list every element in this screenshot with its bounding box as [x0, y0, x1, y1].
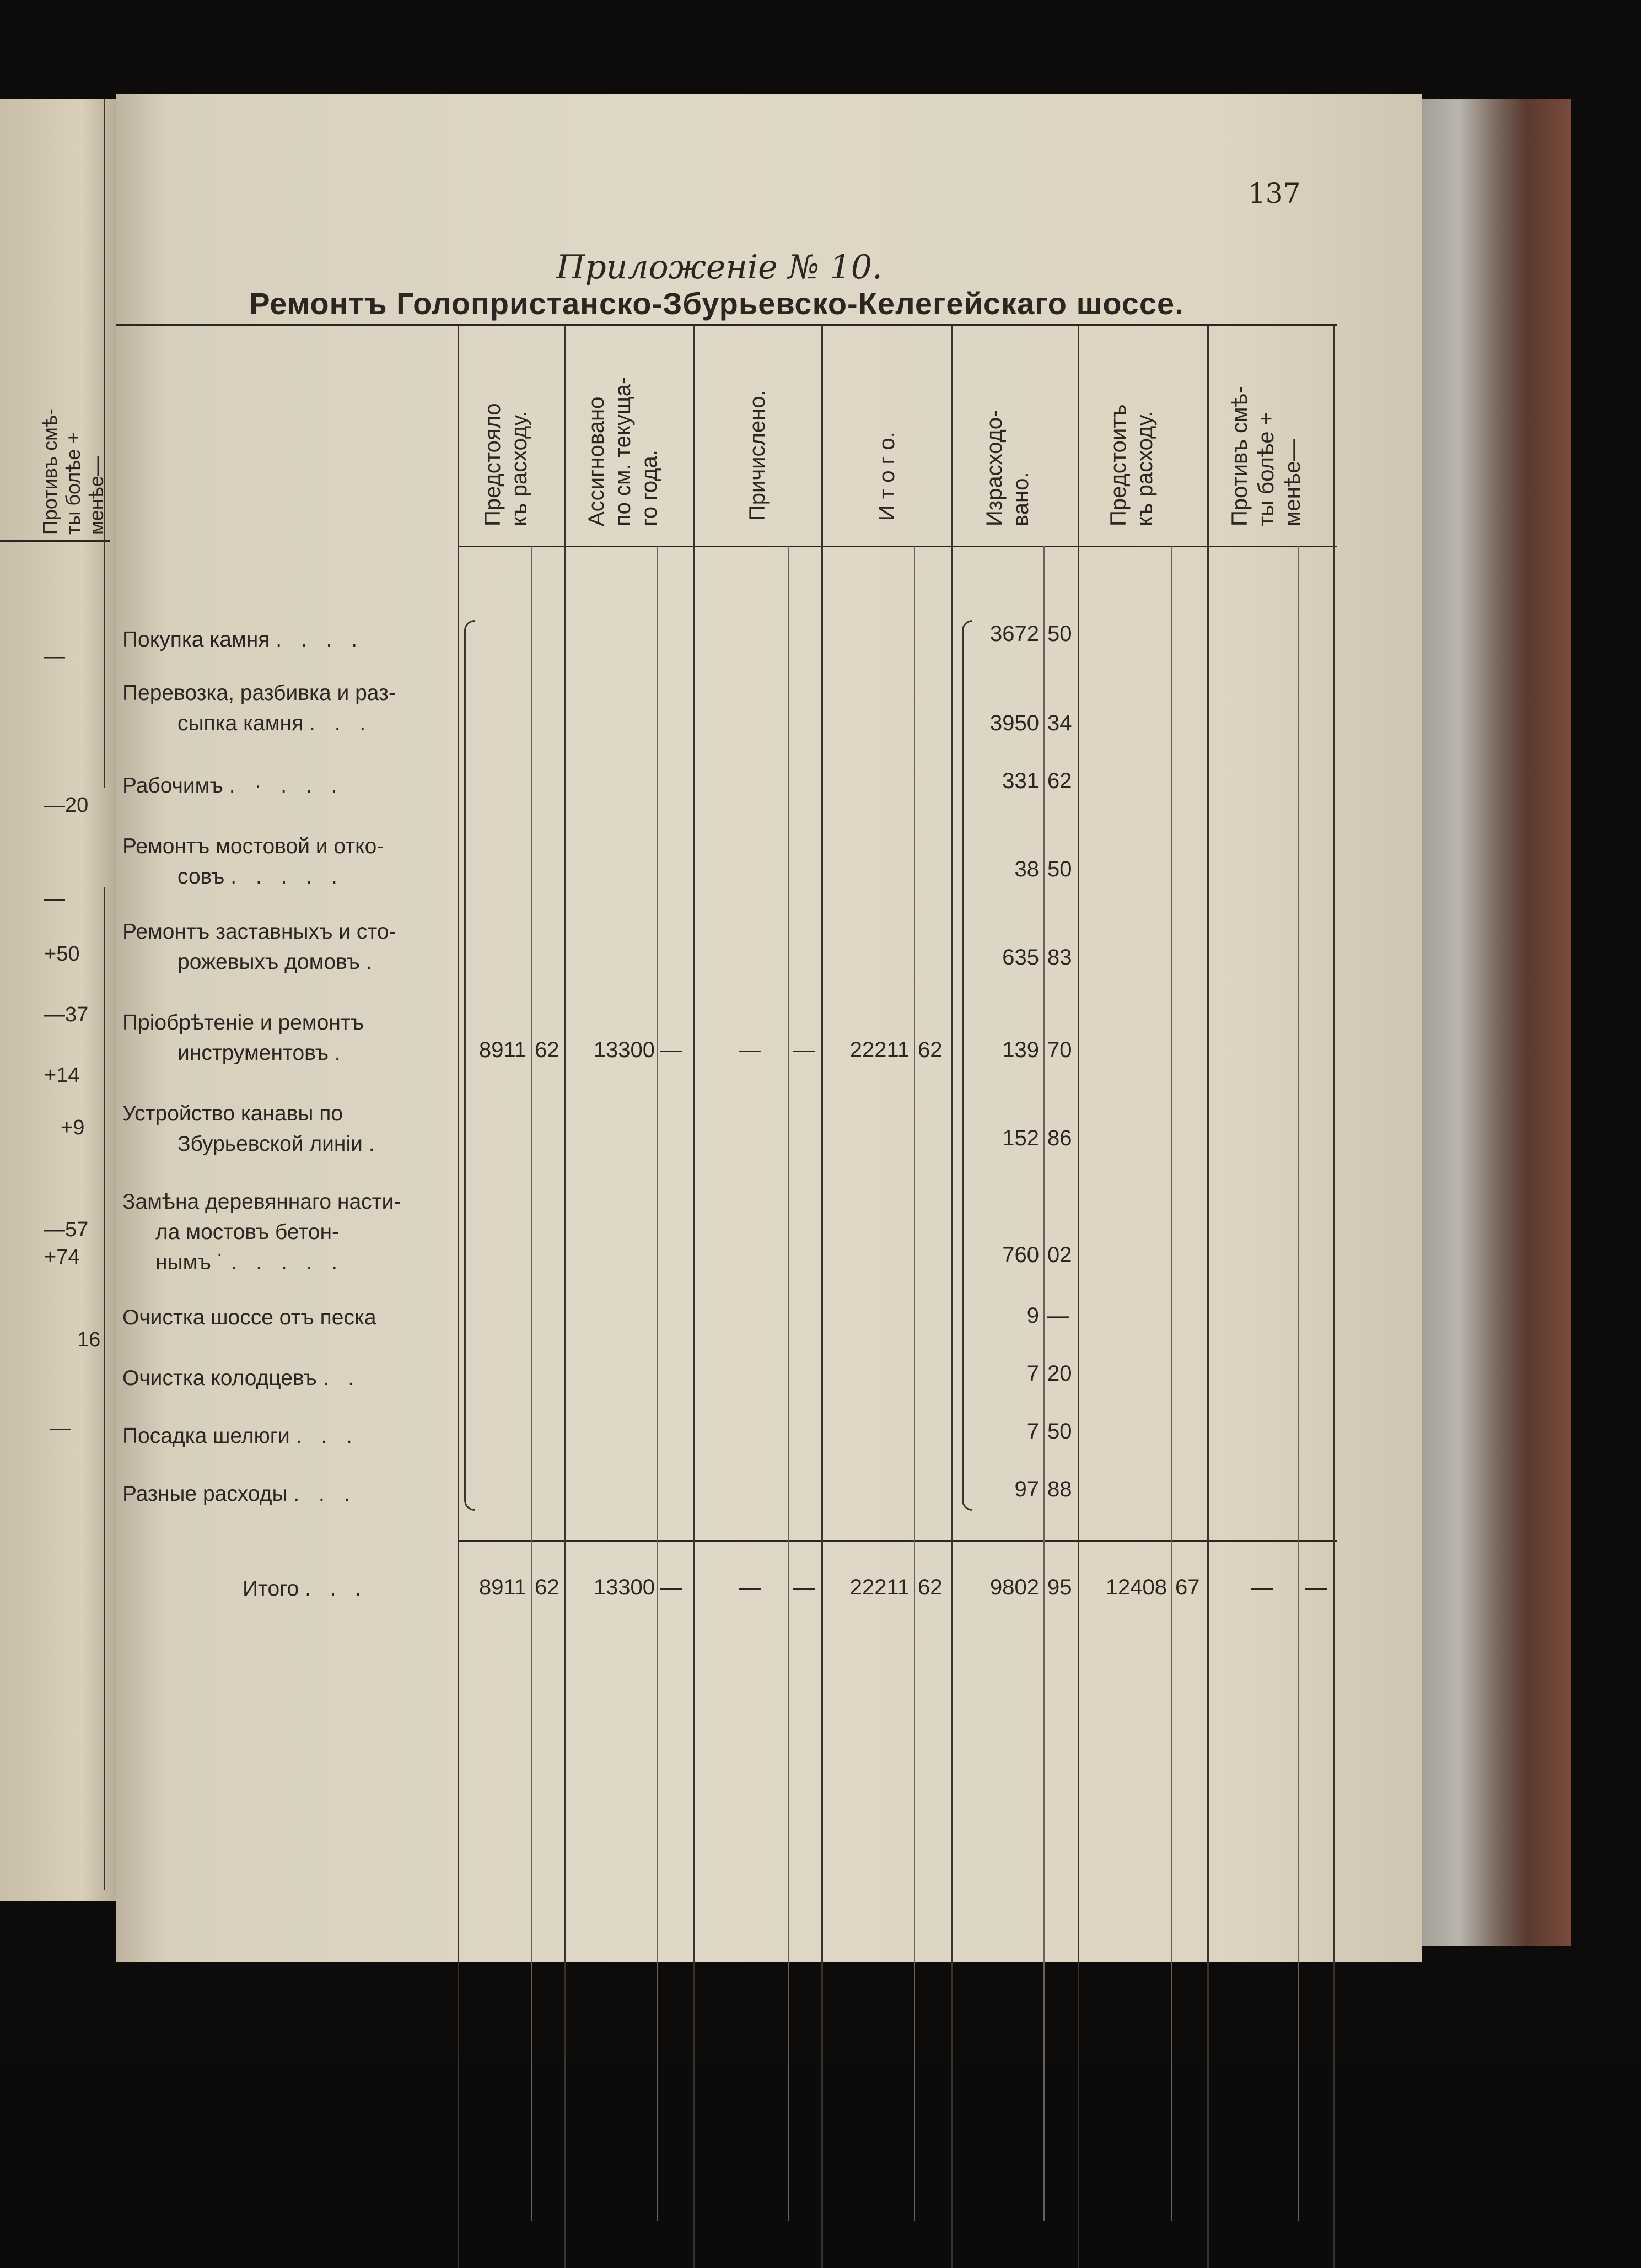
column-header: Причислено.: [745, 390, 770, 521]
spent-rub: 152: [1002, 1126, 1039, 1150]
left-value: —: [44, 645, 65, 668]
col-rule: [1078, 325, 1079, 2268]
col-rule: [1333, 325, 1335, 2268]
left-value: +74: [44, 1246, 80, 1269]
col-rule: [1171, 546, 1172, 2221]
left-value: —57: [44, 1218, 89, 1241]
spent-rub: 331: [1002, 769, 1039, 793]
spent-rub: 139: [1002, 1038, 1039, 1062]
spent-rub: 3672: [990, 622, 1039, 646]
table-top-rule: [116, 324, 1337, 326]
column-header: Предстояло къ расходу.: [481, 403, 531, 526]
column-header: Ассигновано по см. текуща- го года.: [584, 376, 661, 526]
item-label: Покупка камня . . . .: [122, 628, 364, 651]
col-rule: [458, 325, 459, 2268]
left-value: —: [44, 887, 65, 911]
book-edge: [1411, 99, 1571, 1946]
item-label: ла мостовъ бетон-: [155, 1220, 339, 1244]
total-itogo-rub: 22211: [849, 1575, 910, 1599]
column-header: Предстоитъ къ расходу.: [1106, 404, 1157, 526]
total-prichisleno-rub: —: [739, 1575, 761, 1599]
spent-rub: 635: [1002, 945, 1039, 969]
col-rule: [821, 325, 823, 2268]
left-page-header: Противъ смѣ- ты болѣе + менѣе—: [39, 408, 107, 535]
header-bottom-rule: [458, 546, 1337, 547]
group-prichisleno-kop: —: [793, 1038, 815, 1062]
left-rule: [0, 540, 110, 542]
spent-kop: 86: [1047, 1126, 1072, 1150]
left-rule-v: [104, 99, 105, 788]
col-rule: [693, 325, 695, 2268]
item-label: Пріобрѣтеніе и ремонтъ: [122, 1011, 364, 1035]
item-label: совъ . . . . .: [177, 865, 344, 888]
item-label: Устройство канавы по: [122, 1102, 343, 1125]
col-rule: [1298, 546, 1299, 2221]
total-assign-kop: —: [660, 1575, 682, 1599]
item-label: Ремонтъ заставныхъ и сто-: [122, 920, 396, 944]
item-label: Посадка шелюги . . .: [122, 1424, 359, 1448]
column-header: Израсходо- вано.: [982, 410, 1033, 526]
appendix-subtitle: Приложеніе № 10.: [556, 248, 883, 287]
group-itogo-rub: 22211: [849, 1038, 910, 1062]
spent-kop: 83: [1047, 945, 1072, 969]
spent-rub: 38: [1014, 857, 1039, 881]
col-rule: [1207, 325, 1209, 2268]
group-predstoyalo-kop: 62: [535, 1038, 559, 1062]
col-rule: [657, 546, 658, 2221]
total-protiv-minus: —: [1305, 1575, 1327, 1599]
total-protiv-plus: —: [1251, 1575, 1273, 1599]
item-label: Ремонтъ мостовой и отко-: [122, 834, 384, 858]
left-value: +50: [44, 942, 80, 966]
spent-rub: 760: [1002, 1243, 1039, 1267]
spent-kop: 02: [1047, 1243, 1072, 1267]
spent-rub: 97: [1014, 1477, 1039, 1501]
col-rule: [564, 325, 566, 2268]
group-prichisleno-rub: —: [739, 1038, 761, 1062]
spent-kop: 62: [1047, 769, 1072, 793]
item-label: Очистка шоссе отъ песка: [122, 1306, 376, 1329]
left-value: 16: [77, 1328, 101, 1351]
total-label: Итого . . .: [243, 1577, 368, 1601]
col-rule: [1043, 546, 1045, 2221]
total-predstoyalo-rub: 8911: [478, 1575, 526, 1599]
left-brace: [464, 620, 475, 1511]
left-value: —20: [44, 794, 89, 817]
item-label: Замѣна деревяннаго насти-: [122, 1190, 401, 1214]
item-label: Перевозка, разбивка и раз-: [122, 681, 396, 705]
col-rule: [914, 546, 915, 2221]
total-prichisleno-kop: —: [793, 1575, 815, 1599]
col-rule: [531, 546, 532, 2221]
group-assign-kop: —: [660, 1038, 682, 1062]
total-predstoyalo-kop: 62: [535, 1575, 559, 1599]
col-rule: [951, 325, 953, 2268]
total-top-rule: [458, 1540, 1337, 1542]
spent-rub: 7: [1026, 1419, 1039, 1443]
spent-kop: 70: [1047, 1038, 1072, 1062]
item-label: Разные расходы . . .: [122, 1482, 357, 1506]
total-izrash-rub: 9802: [990, 1575, 1039, 1599]
group-itogo-kop: 62: [918, 1038, 943, 1062]
table-title: Ремонтъ Голопристанско-Збурьевско-Келегейскаго шоссе.: [249, 286, 1184, 321]
total-predstoit-kop: 67: [1175, 1575, 1200, 1599]
item-label: Збурьевской линіи .: [177, 1132, 381, 1156]
column-header: И т о г о.: [875, 432, 899, 521]
item-label: Очистка колодцевъ . .: [122, 1366, 361, 1390]
column-header: Противъ смѣ- ты болѣе + менѣе—: [1228, 386, 1305, 526]
item-label: инструментовъ .: [177, 1041, 347, 1065]
spent-kop: 50: [1047, 622, 1072, 646]
page-number: 137: [1248, 177, 1301, 209]
item-label: Рабочимъ . · . . .: [122, 774, 344, 798]
spent-kop: 20: [1047, 1361, 1072, 1386]
left-page-fragment: [0, 99, 116, 1901]
group-assign-rub: 13300: [593, 1038, 655, 1062]
left-value: +14: [44, 1064, 80, 1087]
spent-rub: 9: [1026, 1303, 1039, 1328]
item-label: сыпка камня . . .: [177, 712, 373, 735]
item-label: рожевыхъ домовъ .: [177, 950, 379, 974]
left-value: —: [50, 1416, 71, 1440]
item-label: нымъ ˙. . . . .: [155, 1251, 345, 1274]
spent-kop: 34: [1047, 711, 1072, 735]
group-predstoyalo-rub: 8911: [478, 1038, 526, 1062]
spent-rub: 3950: [990, 711, 1039, 735]
spent-kop: 50: [1047, 857, 1072, 881]
spent-rub: 7: [1026, 1361, 1039, 1386]
spent-kop: 88: [1047, 1477, 1072, 1501]
total-predstoit-rub: 12408: [1105, 1575, 1167, 1599]
left-value: —37: [44, 1003, 89, 1026]
total-izrash-kop: 95: [1047, 1575, 1072, 1599]
left-rule-v2: [104, 887, 105, 1890]
col-rule: [788, 546, 789, 2221]
total-itogo-kop: 62: [918, 1575, 943, 1599]
spent-kop: 50: [1047, 1419, 1072, 1443]
left-value: +9: [61, 1116, 85, 1139]
spent-kop: —: [1047, 1303, 1069, 1328]
total-assign-rub: 13300: [593, 1575, 655, 1599]
